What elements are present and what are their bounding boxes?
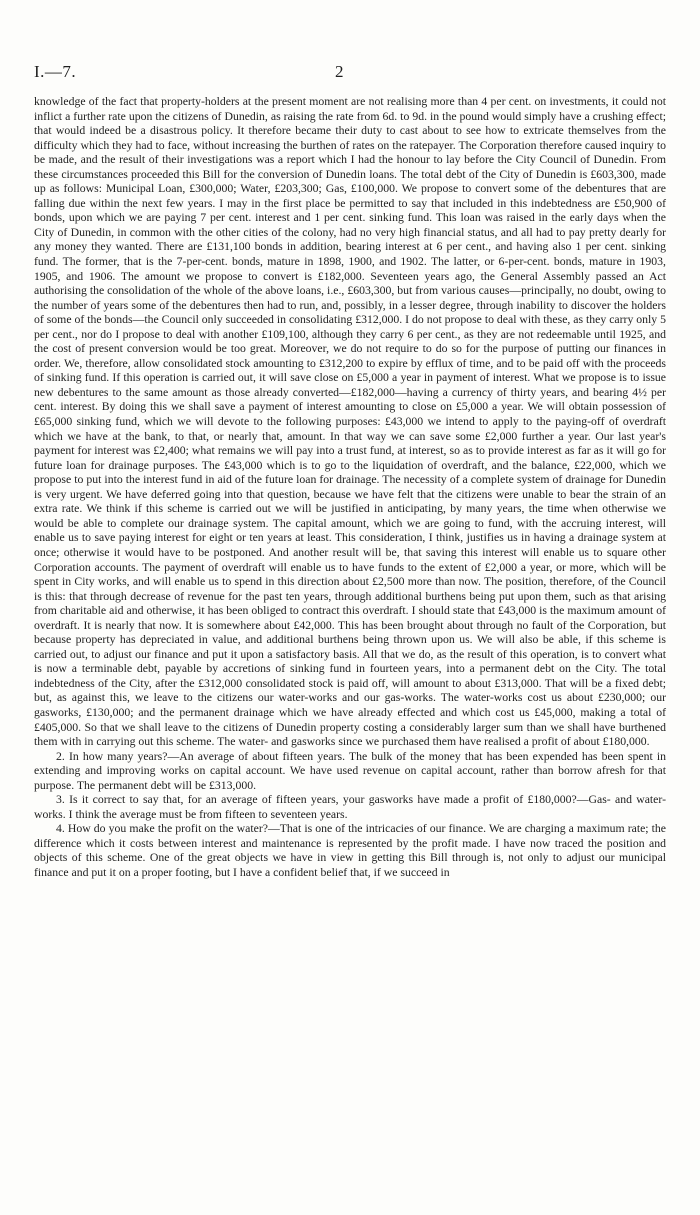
question-paragraph: 3. Is it correct to say that, for an average of fifteen years, your gasworks have made a profit of £180,000?—Gas- and water-works. I think the average must be from fifteen to seventeen years. (34, 793, 666, 821)
body-paragraph: knowledge of the fact that property-holders at the present moment are not realising more than 4 per cent. on investments, it could not inflict a further rate upon the citizens of Dunedin, as raising the rate from 6d. to 9d. in the pound would simply have a crushing effect; that would indeed be a disastrous policy. It therefore became their duty to cast about to see how to extricate themselves from the difficulty which they had to face, without increasing the burthen of rates on the ratepayer. The Corporation therefore caused inquiry to be made, and the result of their investigations was a report which I had the honour to lay before the City Council of Dunedin. From these circumstances proceeded this Bill for the conversion of Dunedin loans. The total debt of the City of Dunedin is £603,300, made up as follows: Municipal Loan, £300,000; Water, £203,300; Gas, £100,000. We propose to convert some of the debentures that are falling due within the next few years. I may in the first place be permitted to say that included in this indebtedness are £50,900 of bonds, upon which we are paying 7 per cent. interest and 1 per cent. sinking fund. This loan was raised in the early days when the City of Dunedin, in common with the other cities of the colony, had no very high financial status, and all had to pay pretty dearly for any money they wanted. There are £131,100 bonds in addition, bearing interest at 6 per cent., and having also 1 per cent. sinking fund. The former, that is the 7-per-cent. bonds, mature in 1898, 1900, and 1902. The latter, or 6-per-cent. bonds, mature in 1903, 1905, and 1906. The amount we propose to convert is £182,000. Seventeen years ago, the General Assembly passed an Act authorising the consolidation of the whole of the above loans, i.e., £603,300, but from various causes—principally, no doubt, owing to the number of years some of the debentures then had to run, and, possibly, in a lesser degree, through inability to discover the holders of some of the bonds—the Council only succeeded in consolidating £312,000. I do not propose to deal with these, as they carry only 5 per cent., nor do I propose to deal with another £109,100, although they carry 6 per cent., as they are not redeemable until 1925, and the cost of present conversion would be too great. Moreover, we do not require to do so for the purpose of putting our finances in order. We, therefore, allow consolidated stock amounting to £312,200 to expire by efflux of time, and to be paid off with the proceeds of sinking fund. If this operation is carried out, it will save close on £5,000 a year in payment of interest. What we propose is to issue new debentures to the same amount as those already converted—£182,000—having a currency of thirty years, and bearing 4½ per cent. interest. By doing this we shall save a payment of interest amounting to close on £5,000 a year. We will obtain possession of £65,000 sinking fund, which we will devote to the following purposes: £43,000 we intend to apply to the paying-off of overdraft which we have at the bank, to that, or nearly that, amount. In that way we can save some £2,000 further a year. Our last year's payment for interest was £2,400; what remains we will pay into a trust fund, at interest, so as to provide interest as far as it will go for future loan for drainage purposes. The £43,000 which is to go to the liquidation of overdraft, and the balance, £22,000, which we propose to put into the interest fund in aid of the future loan for drainage. The necessity of a complete system of drainage for Dunedin is very urgent. We have deferred going into that question, because we have felt that the citizens were unable to bear the strain of an extra rate. We think if this scheme is carried out we will be justified in anticipating, by many years, the time when otherwise we would be able to complete our drainage system. The capital amount, which we are going to fund, with the accruing interest, will enable us to save paying interest for eight or ten years at least. This consideration, I think, justifies us in having a drainage system at once; otherwise it would have to be postponed. And another result will be, that saving this interest will enable us to square other Corporation accounts. The payment of overdraft will enable us to have funds to the extent of £2,000 a year, or more, which will be spent in City works, and will enable us to spend in this direction about £2,500 more than now. The position, therefore, of the Council is this: that through decrease of revenue for the past ten years, through additional burthens being put upon them, such as that arising from charitable aid and otherwise, it has been obliged to contract this overdraft. I should state that £43,000 is the maximum amount of overdraft. It is nearly that now. It is somewhere about £42,000. This has been brought about through no fault of the Corporation, but because property has depreciated in value, and additional burthens being thrown upon us. We will also be able, if this scheme is carried out, to adjust our finance and put it upon a satisfactory basis. All that we do, as the result of this operation, is to convert what is now a terminable debt, payable by accretions of sinking fund in fourteen years, into a permanent debt on the City. The total indebtedness of the City, after the £312,000 consolidated stock is paid off, will amount to about £313,000. That will be a fixed debt; but, as against this, we leave to the citizens our water-works and our gas-works. The water-works cost us about £230,000; our gasworks, £130,000; and the permanent drainage which we have already effected and which cost us £45,000, making a total of £405,000. So that we shall leave to the citizens of Dunedin property costing a considerably larger sum than we shall have burthened them with in carrying out this scheme. The water- and gasworks since we purchased them have realised a profit of about £180,000. (34, 95, 666, 749)
page-number: 2 (335, 62, 344, 81)
question-paragraph: 4. How do you make the profit on the water?—That is one of the intricacies of our finance. We are charging a maximum rate; the difference which it costs between interest and maintenance is represented by the profit made. I have now traced the position and objects of this scheme. One of the great objects we have in view in getting this Bill through is, not only to adjust our municipal finance and put it on a proper footing, but I have a confident belief that, if we succeed in (34, 822, 666, 879)
question-paragraph: 2. In how many years?—An average of about fifteen years. The bulk of the money that has been expended has been spent in extending and improving works on capital account. We have used revenue on capital account, rather than borrow afresh for that purpose. The permanent debt will be £313,000. (34, 749, 666, 792)
document-reference: I.—7. (34, 62, 77, 81)
document-body (34, 95, 666, 881)
